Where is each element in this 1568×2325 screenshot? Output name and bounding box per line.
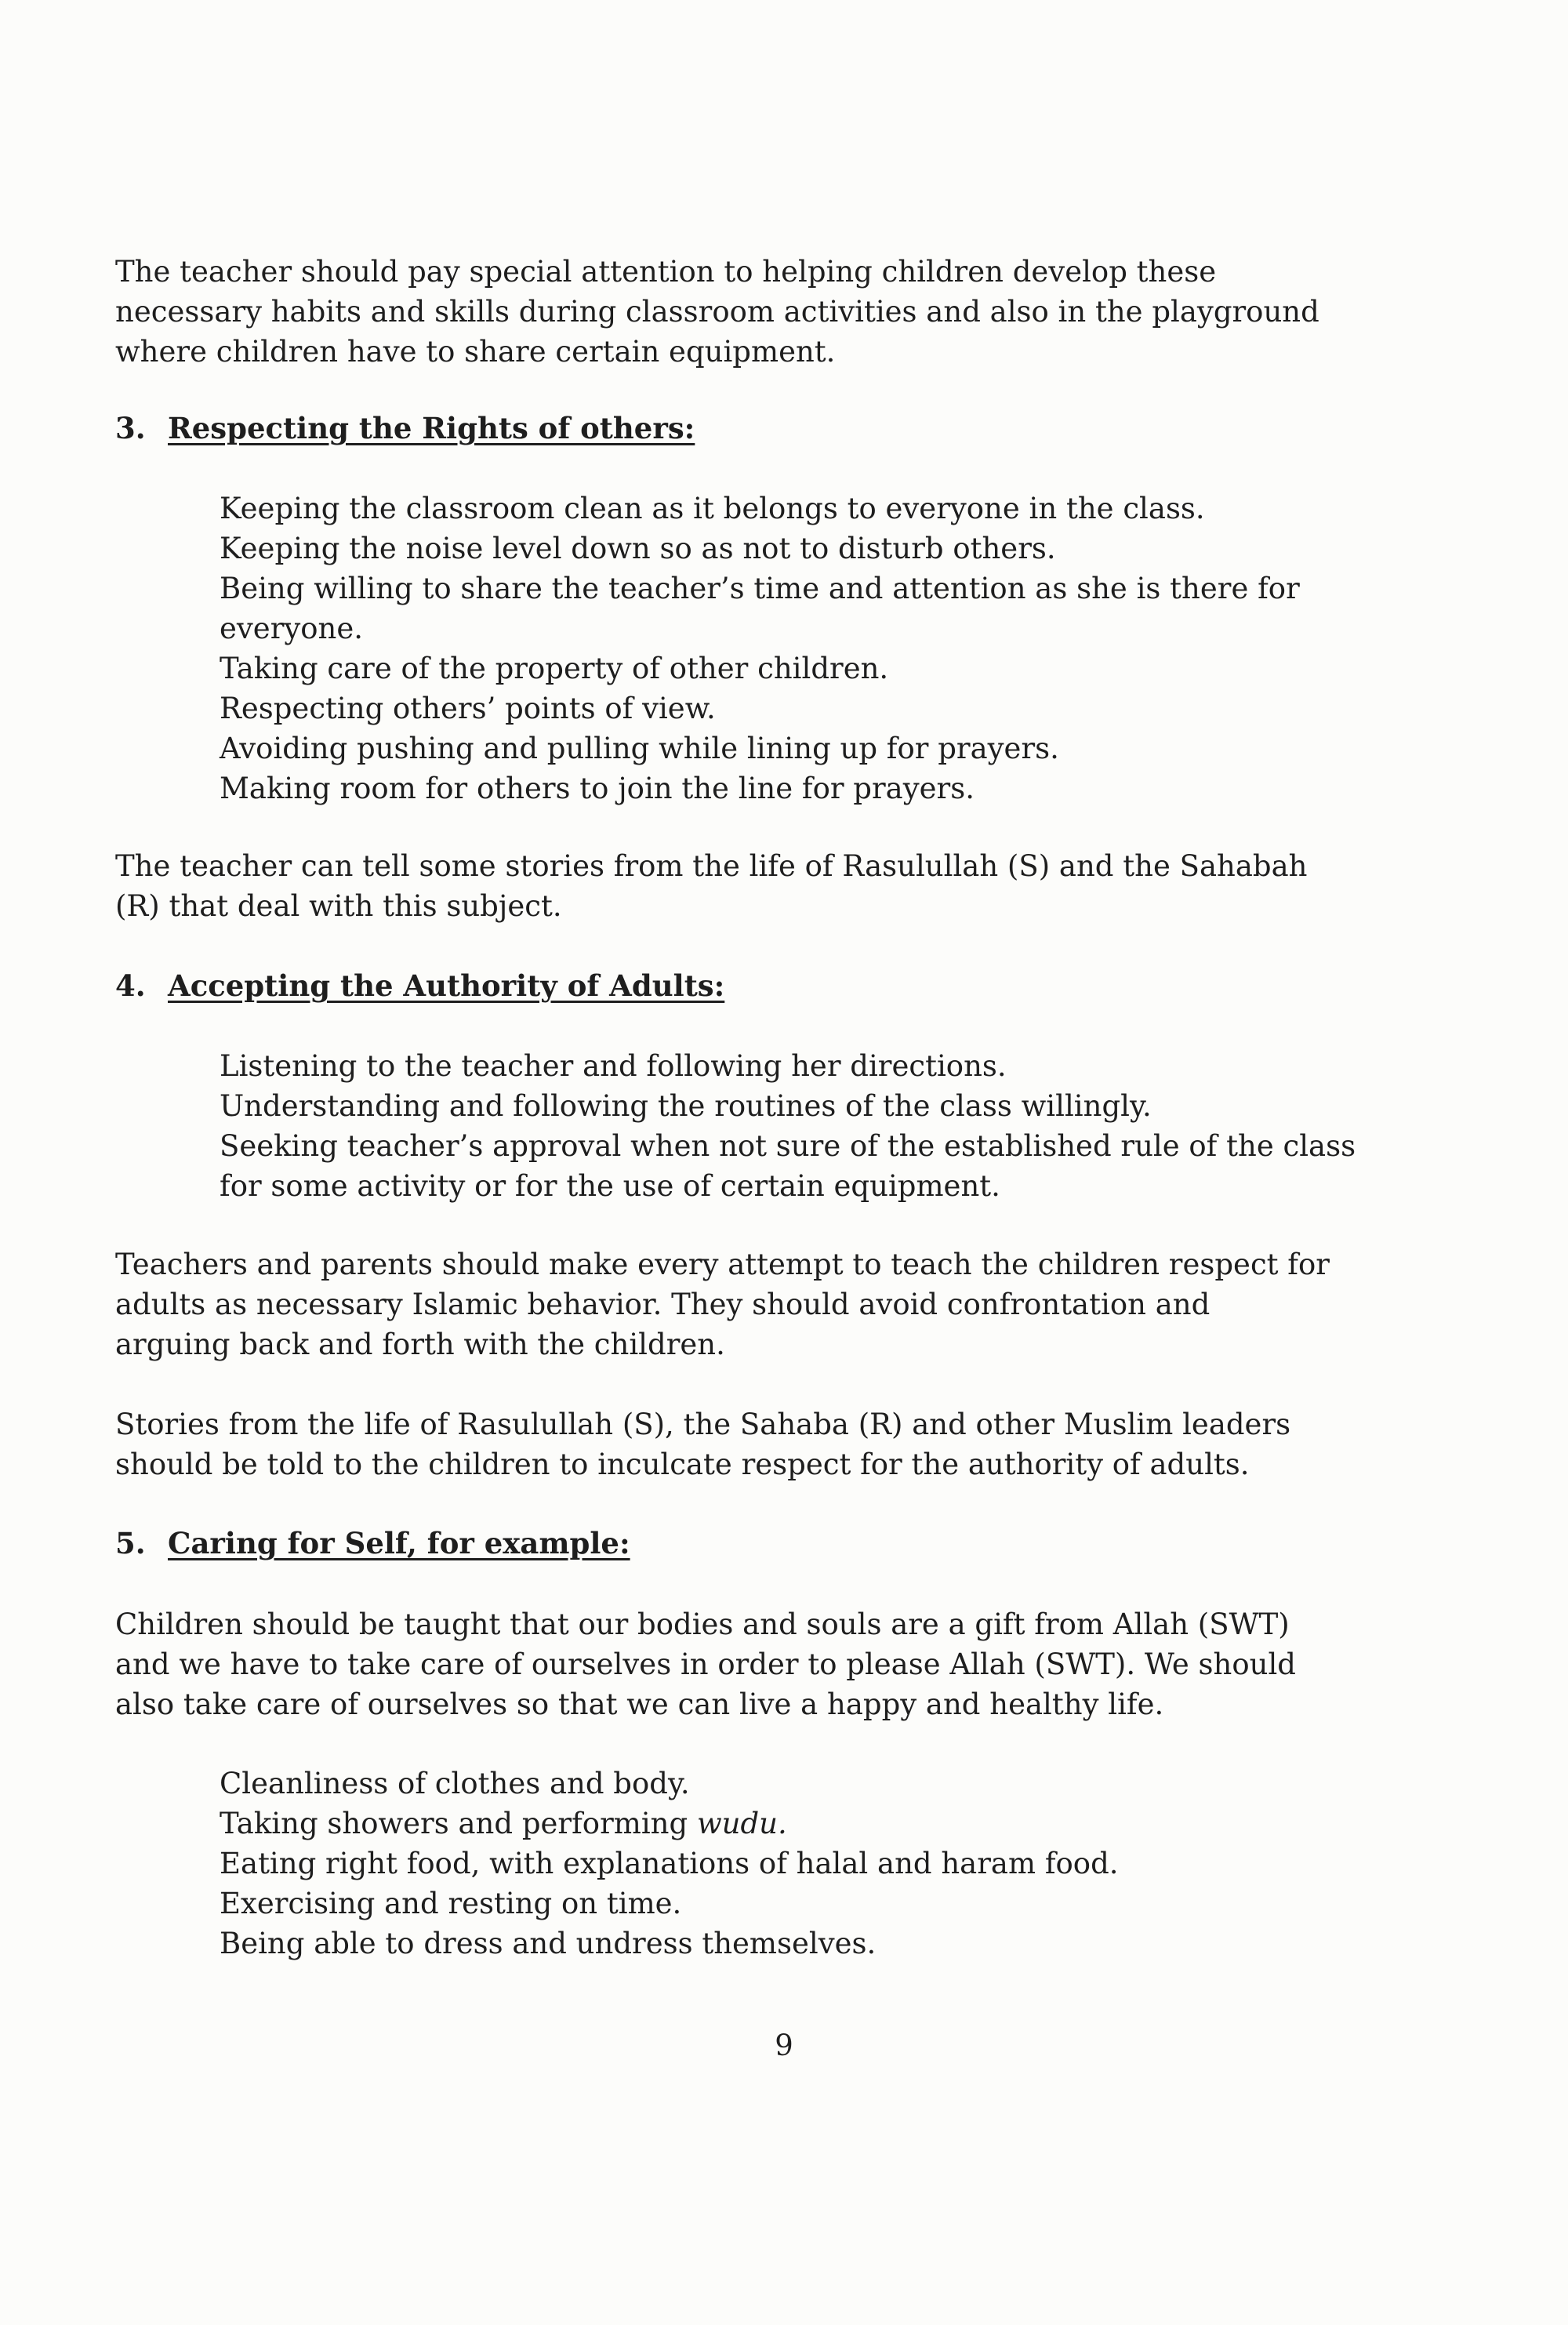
text-line: Children should be taught that our bodies and souls are a gift from Allah (SWT): [115, 1608, 1290, 1641]
text-line: Teachers and parents should make every attempt to teach the children respect for: [115, 1248, 1330, 1281]
list-item-text: Taking showers and performing: [220, 1807, 697, 1840]
list-item: Respecting others’ points of view.: [220, 692, 716, 725]
text-line: necessary habits and skills during classroom activities and also in the playground: [115, 295, 1319, 329]
section-title: Accepting the Authority of Adults:: [168, 968, 725, 1003]
text-line: where children have to share certain equipment.: [115, 335, 836, 369]
list-item: Taking care of the property of other children.: [220, 652, 889, 685]
list-item: Being able to dress and undress themselves.: [220, 1927, 877, 1960]
section-title: Caring for Self, for example:: [168, 1526, 630, 1560]
list-item: Being willing to share the teacher’s time and attention as she is there for: [220, 572, 1300, 605]
list-item: Eating right food, with explanations of halal and haram food.: [220, 1847, 1119, 1880]
list-item: [220, 1804, 1119, 1844]
section-title: Respecting the Rights of others:: [168, 411, 695, 445]
section-4-list: [220, 1046, 1356, 1206]
list-item: Making room for others to join the line for prayers.: [220, 772, 975, 805]
section-3-note: [115, 846, 1307, 926]
section-3-heading: [115, 409, 695, 449]
section-number: 3.: [115, 411, 146, 445]
section-5-list: [220, 1764, 1119, 1964]
section-number: 5.: [115, 1526, 146, 1560]
section-5-intro: [115, 1604, 1296, 1724]
text-line: adults as necessary Islamic behavior. They should avoid confrontation and: [115, 1288, 1210, 1321]
list-item: Cleanliness of clothes and body.: [220, 1767, 690, 1800]
list-item: Seeking teacher’s approval when not sure of the established rule of the class: [220, 1129, 1356, 1163]
text-line: and we have to take care of ourselves in order to please Allah (SWT). We should: [115, 1647, 1296, 1681]
italic-term: wudu.: [696, 1807, 787, 1840]
list-item: Exercising and resting on time.: [220, 1887, 682, 1920]
text-line: (R) that deal with this subject.: [115, 889, 562, 923]
section-4-note-2: [115, 1404, 1290, 1484]
section-4-heading: [115, 966, 724, 1006]
section-3-list: [220, 489, 1300, 808]
intro-paragraph: [115, 252, 1319, 372]
list-item: Keeping the classroom clean as it belongs to everyone in the class.: [220, 492, 1205, 525]
list-item: for some activity or for the use of certain equipment.: [220, 1169, 1000, 1203]
list-item: Avoiding pushing and pulling while lining up for prayers.: [220, 732, 1059, 765]
text-line: The teacher should pay special attention to helping children develop these: [115, 255, 1217, 289]
section-number: 4.: [115, 968, 146, 1003]
text-line: arguing back and forth with the children.: [115, 1328, 725, 1361]
text-line: also take care of ourselves so that we can live a happy and healthy life.: [115, 1687, 1164, 1721]
list-item: Keeping the noise level down so as not to disturb others.: [220, 532, 1056, 565]
text-line: Stories from the life of Rasulullah (S), the Sahaba (R) and other Muslim leaders: [115, 1408, 1291, 1441]
page-number: 9: [775, 2029, 793, 2062]
section-4-note-1: [115, 1244, 1330, 1364]
text-line: The teacher can tell some stories from the life of Rasulullah (S) and the Sahabah: [115, 849, 1308, 883]
list-item: Listening to the teacher and following her directions.: [220, 1049, 1007, 1083]
section-5-heading: [115, 1524, 630, 1564]
list-item: everyone.: [220, 612, 364, 645]
list-item: Understanding and following the routines of the class willingly.: [220, 1089, 1152, 1123]
text-line: should be told to the children to inculcate respect for the authority of adults.: [115, 1448, 1250, 1481]
